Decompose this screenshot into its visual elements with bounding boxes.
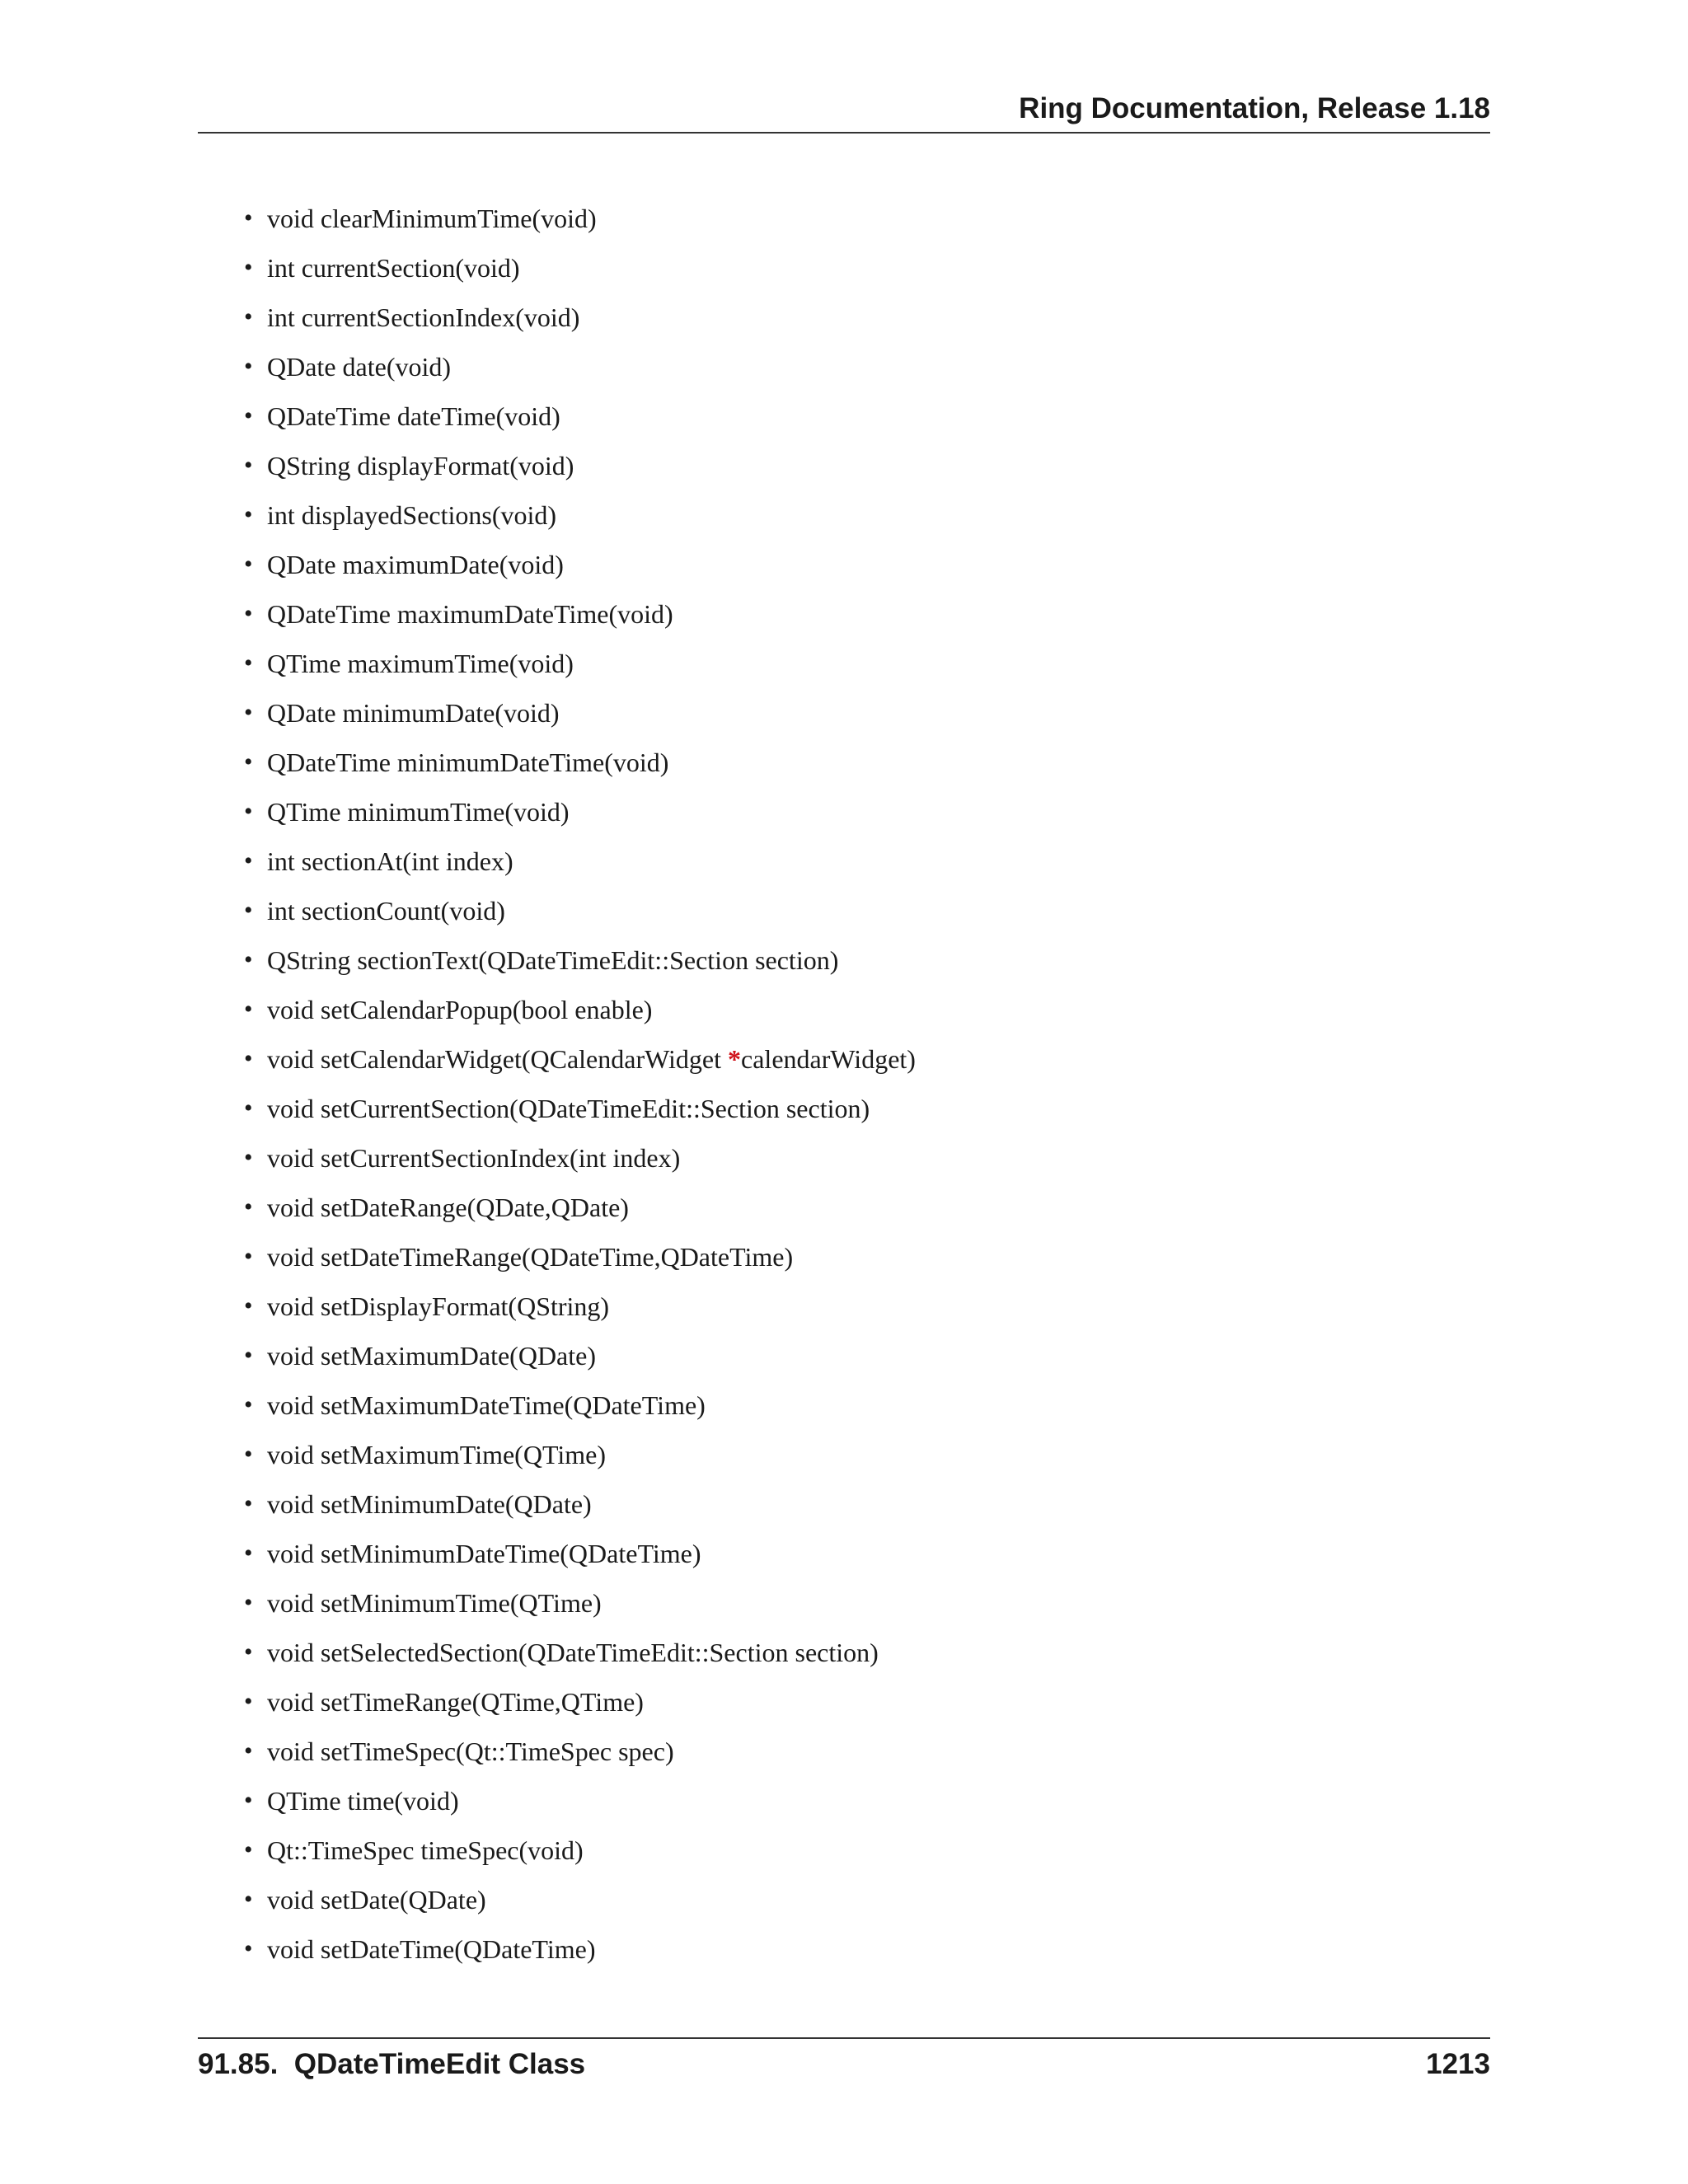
method-signature: int sectionCount(void)	[267, 896, 505, 926]
bullet-icon: •	[244, 452, 253, 479]
bullet-icon: •	[244, 303, 253, 330]
method-signature: void setDateRange(QDate,QDate)	[267, 1193, 629, 1222]
method-list-item	[198, 1875, 1490, 1924]
bullet-icon: •	[244, 699, 253, 726]
method-list-item	[198, 1727, 1490, 1776]
method-signature: QString displayFormat(void)	[267, 451, 574, 480]
bullet-icon: •	[244, 1144, 253, 1171]
method-signature: QString sectionText(QDateTimeEdit::Section section)	[267, 945, 839, 975]
bullet-icon: •	[244, 1638, 253, 1666]
method-signature: QTime maximumTime(void)	[267, 649, 574, 678]
bullet-icon: •	[244, 649, 253, 677]
method-signature: QTime minimumTime(void)	[267, 797, 570, 827]
method-signature: void setDateTime(QDateTime)	[267, 1934, 596, 1964]
method-list-item	[198, 1529, 1490, 1578]
section-title: 91.85. QDateTimeEdit Class	[198, 2048, 586, 2080]
method-signature: void setMinimumDate(QDate)	[267, 1489, 592, 1519]
bullet-icon: •	[244, 798, 253, 825]
method-list-item	[198, 589, 1490, 639]
bullet-icon: •	[244, 254, 253, 281]
method-list-item	[198, 1084, 1490, 1133]
bullet-icon: •	[244, 353, 253, 380]
method-signature: void setCurrentSection(QDateTimeEdit::Section section)	[267, 1094, 870, 1123]
bullet-icon: •	[244, 1243, 253, 1270]
bullet-icon: •	[244, 1737, 253, 1765]
bullet-icon: •	[244, 1441, 253, 1468]
bullet-icon: •	[244, 847, 253, 874]
method-list-item	[198, 886, 1490, 935]
method-list-item	[198, 293, 1490, 342]
bullet-icon: •	[244, 1391, 253, 1418]
method-signature: int currentSectionIndex(void)	[267, 302, 580, 332]
bullet-icon: •	[244, 996, 253, 1023]
bullet-icon: •	[244, 600, 253, 627]
page-footer	[198, 2037, 1490, 2088]
bullet-icon: •	[244, 1688, 253, 1715]
method-list-item	[198, 490, 1490, 540]
bullet-icon: •	[244, 946, 253, 973]
bullet-icon: •	[244, 1490, 253, 1517]
method-signature: void setTimeRange(QTime,QTime)	[267, 1687, 644, 1717]
method-list-item	[198, 1628, 1490, 1677]
method-list-item	[198, 441, 1490, 490]
bullet-icon: •	[244, 897, 253, 924]
pointer-asterisk: *	[728, 1044, 742, 1074]
method-list-item	[198, 1776, 1490, 1825]
bullet-icon: •	[244, 1589, 253, 1616]
bullet-icon: •	[244, 551, 253, 578]
method-signature: void setSelectedSection(QDateTimeEdit::Section section)	[267, 1638, 879, 1667]
page-content	[198, 194, 1490, 1974]
bullet-icon: •	[244, 1935, 253, 1962]
bullet-icon: •	[244, 1193, 253, 1221]
method-signature: int sectionAt(int index)	[267, 846, 513, 876]
method-list-item	[198, 243, 1490, 293]
method-list	[198, 194, 1490, 1974]
document-title: Ring Documentation, Release 1.18	[1019, 92, 1490, 124]
method-signature: void setMinimumTime(QTime)	[267, 1588, 602, 1618]
bullet-icon: •	[244, 402, 253, 429]
method-signature: void clearMinimumTime(void)	[267, 204, 597, 233]
method-signature: void setCalendarPopup(bool enable)	[267, 995, 653, 1024]
method-list-item	[198, 1430, 1490, 1479]
method-signature: QTime time(void)	[267, 1786, 459, 1816]
method-signature: void setCalendarWidget(QCalendarWidget *calendarWidget)	[267, 1044, 916, 1074]
method-list-item	[198, 985, 1490, 1034]
method-signature: Qt::TimeSpec timeSpec(void)	[267, 1835, 584, 1865]
method-list-item	[198, 1034, 1490, 1084]
page-number: 1213	[1426, 2048, 1490, 2080]
method-list-item	[198, 1133, 1490, 1183]
method-signature: void setDate(QDate)	[267, 1885, 486, 1915]
method-signature: void setMaximumTime(QTime)	[267, 1440, 606, 1469]
bullet-icon: •	[244, 1094, 253, 1122]
method-signature: void setCurrentSectionIndex(int index)	[267, 1143, 681, 1173]
method-signature: QDateTime dateTime(void)	[267, 401, 560, 431]
method-list-item	[198, 837, 1490, 886]
method-list-item	[198, 540, 1490, 589]
bullet-icon: •	[244, 1836, 253, 1863]
method-list-item	[198, 639, 1490, 688]
method-list-item	[198, 1232, 1490, 1282]
method-list-item	[198, 688, 1490, 738]
method-list-item	[198, 935, 1490, 985]
method-list-item	[198, 1924, 1490, 1974]
method-signature: void setTimeSpec(Qt::TimeSpec spec)	[267, 1736, 674, 1766]
method-list-item	[198, 1677, 1490, 1727]
method-signature: void setMaximumDate(QDate)	[267, 1341, 596, 1371]
bullet-icon: •	[244, 1886, 253, 1913]
bullet-icon: •	[244, 748, 253, 776]
bullet-icon: •	[244, 1342, 253, 1369]
method-signature: void setDateTimeRange(QDateTime,QDateTime)	[267, 1242, 794, 1272]
method-list-item	[198, 1380, 1490, 1430]
bullet-icon: •	[244, 1292, 253, 1319]
method-list-item	[198, 738, 1490, 787]
bullet-icon: •	[244, 1540, 253, 1567]
method-signature: int currentSection(void)	[267, 253, 520, 283]
bullet-icon: •	[244, 1787, 253, 1814]
method-signature: void setMinimumDateTime(QDateTime)	[267, 1539, 701, 1568]
method-list-item	[198, 1479, 1490, 1529]
method-list-item	[198, 1282, 1490, 1331]
method-signature: QDate maximumDate(void)	[267, 550, 564, 579]
method-signature: void setMaximumDateTime(QDateTime)	[267, 1390, 706, 1420]
method-list-item	[198, 342, 1490, 391]
bullet-icon: •	[244, 1045, 253, 1072]
method-list-item	[198, 787, 1490, 837]
method-signature: QDateTime maximumDateTime(void)	[267, 599, 673, 629]
method-list-item	[198, 1578, 1490, 1628]
method-signature: QDateTime minimumDateTime(void)	[267, 748, 669, 777]
method-signature: void setDisplayFormat(QString)	[267, 1291, 610, 1321]
method-list-item	[198, 1331, 1490, 1380]
method-list-item	[198, 194, 1490, 243]
method-list-item	[198, 391, 1490, 441]
bullet-icon: •	[244, 204, 253, 232]
page-header	[198, 91, 1490, 134]
method-signature: int displayedSections(void)	[267, 500, 557, 530]
method-list-item	[198, 1825, 1490, 1875]
method-signature: QDate minimumDate(void)	[267, 698, 560, 728]
method-list-item	[198, 1183, 1490, 1232]
bullet-icon: •	[244, 501, 253, 528]
method-signature: QDate date(void)	[267, 352, 452, 382]
